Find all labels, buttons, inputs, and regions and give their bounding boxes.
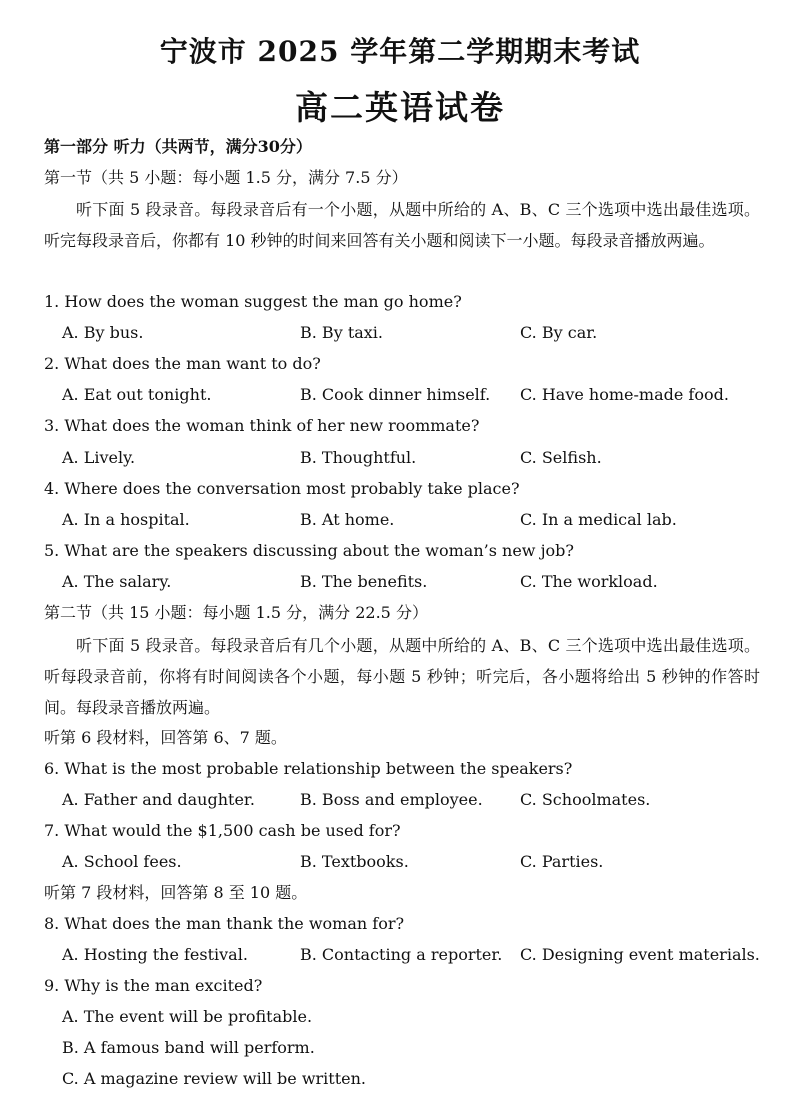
question-2-option-c: C. Have home-made food. <box>520 385 729 404</box>
question-7: 7. What would the $1,500 cash be used for? <box>44 821 401 840</box>
exam-title: 宁波市 2025 学年第二学期期末考试 <box>159 35 641 68</box>
question-1-option-b: B. By taxi. <box>300 323 384 342</box>
question-7-option-a: A. School fees. <box>62 852 182 871</box>
material-7-instruction: 听第 7 段材料，回答第 8 至 10 题。 <box>44 883 308 902</box>
question-2: 2. What does the man want to do? <box>44 354 321 373</box>
question-6-option-c: C. Schoolmates. <box>520 790 651 809</box>
question-8-option-c: C. Designing event materials. <box>520 945 760 964</box>
material-6-instruction: 听第 6 段材料，回答第 6、7 题。 <box>44 728 287 747</box>
question-9-option-a: A. The event will be profitable. <box>62 1007 313 1026</box>
section1-instructions: 听下面 5 段录音。每段录音后有一个小题，从题中所给的 A、B、C 三个选项中选出最佳选项。听完每段录音后，你都有 10 秒钟的时间来回答有关小题和阅读下一小题。每段录音播放两遍。 <box>44 200 760 250</box>
question-6: 6. What is the most probable relationship between the speakers? <box>44 759 573 778</box>
question-3-option-a: A. Lively. <box>62 448 136 467</box>
question-3: 3. What does the woman think of her new roommate? <box>44 416 480 435</box>
question-4: 4. Where does the conversation most probably take place? <box>44 479 520 498</box>
question-5: 5. What are the speakers discussing about the woman’s new job? <box>44 541 574 560</box>
question-2-option-a: A. Eat out tonight. <box>62 385 212 404</box>
question-1-option-a: A. By bus. <box>62 323 144 342</box>
question-7-option-c: C. Parties. <box>520 852 604 871</box>
question-8-option-b: B. Contacting a reporter. <box>300 945 503 964</box>
question-3-option-b: B. Thoughtful. <box>300 448 417 467</box>
question-6-option-b: B. Boss and employee. <box>300 790 483 809</box>
section1-heading: 第一节（共 5 小题：每小题 1.5 分，满分 7.5 分） <box>44 168 408 187</box>
question-5-option-a: A. The salary. <box>62 572 172 591</box>
question-8: 8. What does the man thank the woman for? <box>44 914 405 933</box>
question-4-option-b: B. At home. <box>300 510 395 529</box>
section2-heading: 第二节（共 15 小题：每小题 1.5 分，满分 22.5 分） <box>44 603 428 622</box>
question-6-option-a: A. Father and daughter. <box>62 790 255 809</box>
question-5-option-b: B. The benefits. <box>300 572 428 591</box>
question-9: 9. Why is the man excited? <box>44 976 263 995</box>
section2-instructions: 听下面 5 段录音。每段录音后有几个小题，从题中所给的 A、B、C 三个选项中选出最佳选项。听每段录音前，你将有时间阅读各个小题，每小题 5 秒钟；听完后，各小题将给出 5 秒钟的作答时间。每段录音播放两遍。 <box>44 636 760 717</box>
question-2-option-b: B. Cook dinner himself. <box>300 385 491 404</box>
exam-subtitle: 高二英语试卷 <box>295 88 505 127</box>
part1-heading: 第一部分 听力（共两节，满分30分） <box>44 137 312 156</box>
question-8-option-a: A. Hosting the festival. <box>62 945 248 964</box>
question-3-option-c: C. Selfish. <box>520 448 602 467</box>
question-1: 1. How does the woman suggest the man go home? <box>44 292 462 311</box>
question-4-option-a: A. In a hospital. <box>62 510 190 529</box>
question-9-option-b: B. A famous band will perform. <box>62 1038 315 1057</box>
question-4-option-c: C. In a medical lab. <box>520 510 677 529</box>
question-1-option-c: C. By car. <box>520 323 598 342</box>
question-9-option-c: C. A magazine review will be written. <box>62 1069 367 1088</box>
question-7-option-b: B. Textbooks. <box>300 852 409 871</box>
question-5-option-c: C. The workload. <box>520 572 658 591</box>
